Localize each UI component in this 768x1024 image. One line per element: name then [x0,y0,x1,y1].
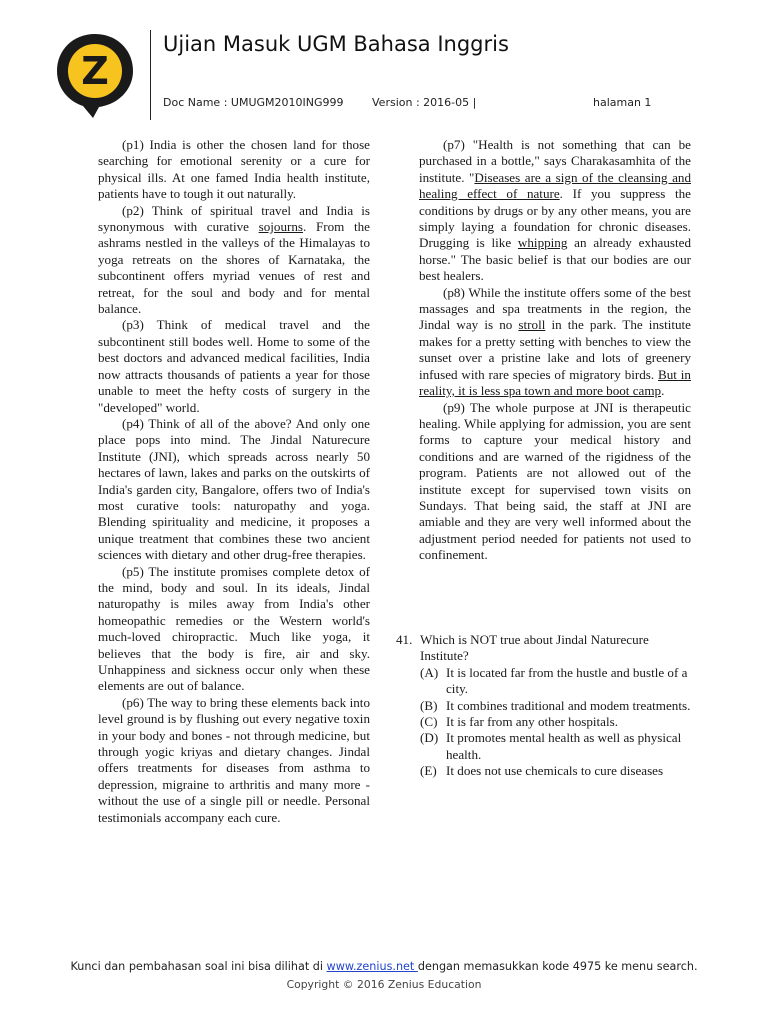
paragraph-p3 [98,317,370,415]
option-letter: (B) [420,697,438,713]
underlined-phrase: But in reality, it is less spa town and more boot camp [419,366,691,399]
option-a [396,665,692,698]
paragraph-text: (p3) Think of medical travel and the subcontinent still bodes well. Home to some of the best doctors and advanced medical facilities, India now attracts thousands of patients a year for those unable to meet the hefty costs of surgery in the "developed" world. [98,317,370,415]
underlined-phrase: Diseases are a sign of the cleansing and healing effect of nature [419,169,691,202]
paragraph-p4 [98,416,370,564]
underlined-phrase: sojourns [258,219,304,235]
option-b [396,698,692,714]
option-text: It is far from any other hospitals. [446,714,618,730]
question-41 [396,632,692,780]
paragraph-text: in the park. The institute makes for a pretty setting with benches to view the sunset over a pristine lake and lots of greenery infused with rare species of migratory birds. [419,317,691,382]
paragraph-text: . [661,383,665,399]
doc-version: Version : 2016-05 | [372,96,477,109]
paragraph-p6 [98,695,370,826]
underlined-phrase: stroll [518,317,546,333]
paragraph-text: an already exhausted horse." The basic belief is that our bodies are our best healers. [419,235,691,284]
passage-left-column [98,137,370,826]
option-letter: (D) [420,730,439,746]
paragraph-text: (p2) Think of spiritual travel and India is synonymous with curative [98,202,370,235]
zenius-link[interactable]: www.zenius.net [326,960,418,973]
option-text: It combines traditional and modem treatments. [446,697,691,713]
paragraph-text: (p9) The whole purpose at JNI is therapeutic healing. While applying for admission, you are sent forms to capture your medical history and conditions and are warned of the rigidness of the program. Patients are not allowed out of the institute except for supervised town visits on Sundays. That being said, the staff at JNI are amiable and they are very well informed about the adjustment period needed for patients not used to confinement. [419,399,691,563]
paragraph-text: (p1) India is other the chosen land for those searching for emotional serenity or a cure for physical ills. At one famed India health institute, patients have to tough it out naturally. [98,137,370,202]
option-letter: (A) [420,664,439,680]
paragraph-text: . From the ashrams nestled in the valleys of the Himalayas to yoga retreats on the shores of Karnataka, the subcontinent offers myriad venues of rest and retreat, for the soul and body and for mental balance. [98,219,370,317]
option-text: It is located far from the hustle and bustle of a city. [446,664,688,697]
paragraph-p8 [419,285,691,400]
underlined-phrase: whipping [517,235,568,251]
paragraph-p7 [419,137,691,285]
doc-name: Doc Name : UMUGM2010ING999 [163,96,344,109]
paragraph-p1 [98,137,370,203]
footer-note [0,960,768,973]
paragraph-p9 [419,400,691,564]
header-divider [150,30,151,120]
footer-text-after: dengan memasukkan kode 4975 ke menu search. [417,960,698,973]
page-title: Ujian Masuk UGM Bahasa Inggris [163,32,509,56]
paragraph-text: . If you suppress the conditions by drugs or by any other means, you are simply laying a foundation for chronic diseases. Drugging is like [419,186,691,251]
option-text: It does not use chemicals to cure diseases [446,763,664,779]
paragraph-text: (p5) The institute promises complete detox of the mind, body and soul. In its ideals, Jindal naturopathy is miles away from India's other homeopathic remedies or the Western world's much-loved chiropractic. Much like yoga, it believes that the body is fire, air and sky. Unhappiness and sickness occur only when these elements are out of balance. [98,563,370,694]
option-d [396,730,692,763]
paragraph-text: (p6) The way to bring these elements back into level ground is by flushing out every negative toxin in your body and bones - not through medicine, but through yogic kriyas and dietary changes. Jindal offers treatments for diseases from asthma to depression, migraine to arthritis and many more -without the use of a single pill or needle. Personal testimonials accompany each cure. [98,694,370,825]
question-stem: Which is NOT true about Jindal Naturecure Institute? [420,632,649,664]
option-text: It promotes mental health as well as physical health. [446,730,682,762]
copyright: Copyright © 2016 Zenius Education [286,978,482,991]
option-c [396,714,692,730]
option-letter: (E) [420,763,437,779]
zenius-logo [53,30,137,120]
logo-letter: Z [81,49,109,93]
passage-right-column [419,137,691,564]
option-e [396,763,692,779]
paragraph-text: (p8) While the institute offers some of the best massages and spa treatments in the region, the Jindal way is no [419,284,691,333]
page-number: halaman 1 [593,96,652,109]
footer-text-before: Kunci dan pembahasan soal ini bisa dilihat di [70,960,327,973]
paragraph-text: (p7) "Health is not something that can be purchased in a bottle," says Charakasamhita of the institute. " [419,137,691,185]
question-number: 41. [396,632,413,647]
answer-options [396,665,692,780]
paragraph-p2 [98,203,370,318]
option-letter: (C) [420,714,438,730]
paragraph-p5 [98,564,370,695]
paragraph-text: (p4) Think of all of the above? And only one place pops into mind. The Jindal Naturecure Institute (JNI), which spreads across nearly 50 hectares of lawn, lakes and parks on the outskirts of India's garden city, Bangalore, offers two of India's most curative tools: naturopathy and yoga. Blending spirituality and medicine, it proposes a unique treatment that combines these two ancient sciences with dietary and other drug-free therapies. [98,415,370,563]
